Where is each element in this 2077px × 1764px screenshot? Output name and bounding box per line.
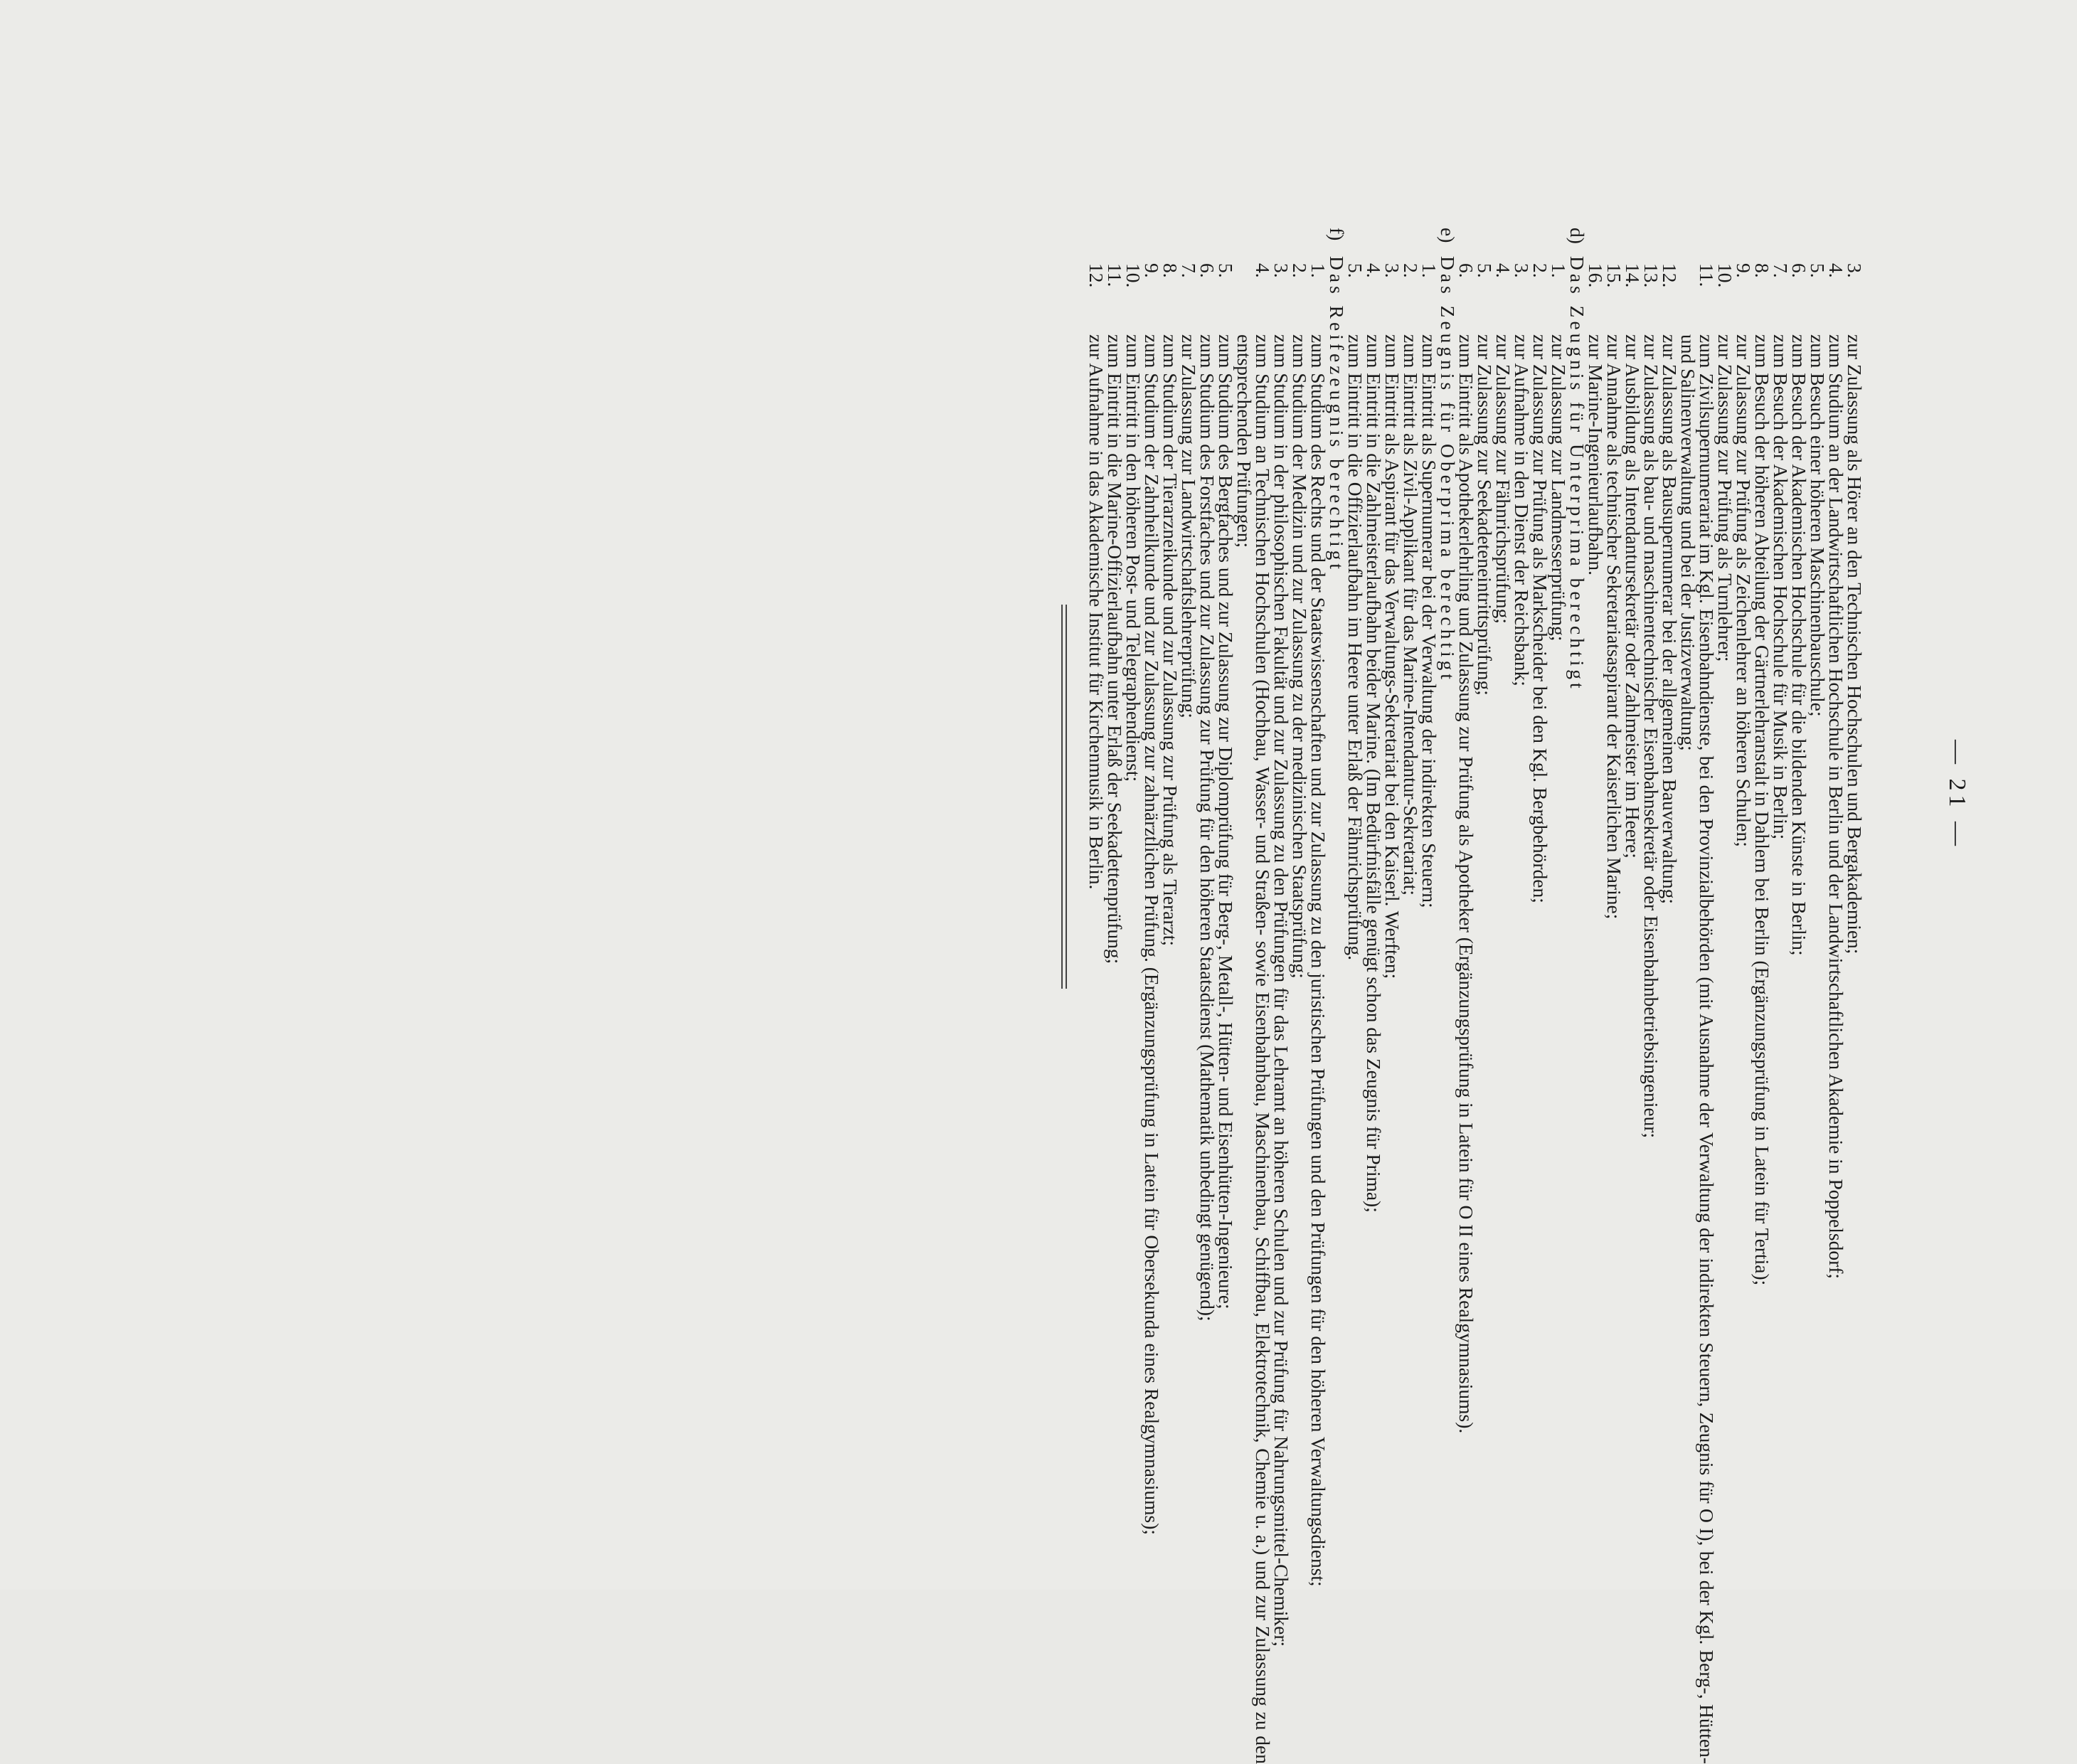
item-text: zum Eintritt in die Zahlmeisterlaufbahn beider Marine. (Im Bedürfnisfälle genügt schon das Zeugnis für Prima); <box>1363 334 1385 1213</box>
item-number: 3. <box>1381 263 1403 278</box>
item-text: zur Zulassung zur Seekadeteneintrittsprüfung; <box>1474 334 1496 696</box>
item-text: zur Zulassung zur Landwirtschaftslehrerprüfung; <box>1178 334 1200 718</box>
item-text: zur Ausbildung als Intendantursekretär oder Zahlmeister im Heere; <box>1622 334 1644 859</box>
item-text: zur Zulassung zur Prüfung als Markscheider bei den Kgl. Bergbehörden; <box>1529 334 1551 903</box>
list-item <box>1124 228 1142 1764</box>
item-text: zum Studium der Tierarzneikunde und zur Zulassung zur Prüfung als Tierarzt; <box>1159 334 1181 947</box>
section-e-list <box>1346 228 1438 1764</box>
list-item <box>1235 228 1272 1764</box>
item-number: 6. <box>1788 263 1810 278</box>
section-f-list <box>1087 228 1327 1764</box>
list-item <box>1475 228 1494 1764</box>
list-item <box>1734 228 1753 1764</box>
list-item <box>1845 228 1864 1764</box>
list-item <box>1586 228 1605 1764</box>
item-number: 12. <box>1659 263 1681 288</box>
item-number: 5. <box>1474 263 1496 278</box>
document-body <box>1087 228 1864 1764</box>
item-text: zur Aufnahme in das Akademische Institut für Kirchenmusik in Berlin. <box>1085 334 1107 890</box>
item-text: zum Besuch einer höheren Maschinenbauschule; <box>1807 334 1829 717</box>
item-text: zum Studium des Bergfaches und zur Zulassung zur Diplomprüfung für Berg-, Metall-, Hütten- und Eisenhütten-Ingenieure; <box>1215 334 1237 1309</box>
item-text: zum Studium der Zahnheilkunde und zur Zulassung zur zahnärztlichen Prüfung. (Ergänzungsprüfung in Latein für Obersekunda eines Realgymnasiums); <box>1141 334 1163 1536</box>
section-letter: f) <box>1326 228 1348 241</box>
item-number: 2. <box>1400 263 1422 278</box>
item-number: 6. <box>1196 263 1218 278</box>
list-item <box>1105 228 1124 1764</box>
item-number: 7. <box>1770 263 1792 278</box>
item-number: 4. <box>1363 263 1385 278</box>
item-text: zum Studium an der Landwirtschaftlichen Hochschule in Berlin und der Landwirtschaftlichen Akademie in Poppelsdorf; <box>1825 334 1847 1280</box>
list-item <box>1753 228 1771 1764</box>
item-number: 2. <box>1289 263 1311 278</box>
list-item <box>1401 228 1420 1764</box>
list-item <box>1272 228 1290 1764</box>
item-number: 6. <box>1455 263 1477 278</box>
item-text: zur Zulassung zur Prüfung als Turnlehrer; <box>1714 334 1736 662</box>
section-letter: d) <box>1566 228 1588 244</box>
item-text: zum Eintritt als Supernumerar bei der Verwaltung der indirekten Steuern; <box>1418 334 1440 908</box>
item-text: zur Zulassung als bau- und maschinentechnischer Eisenbahnsekretär oder Eisenbahnbetriebsingenieur; <box>1640 334 1662 1139</box>
section-heading: Das Zeugnis für Unterprima berechtigt <box>1566 256 1588 692</box>
item-number: 10. <box>1122 263 1144 288</box>
section-d-list <box>1457 228 1568 1764</box>
item-text: zum Eintritt als Zivil-Applikant für das Marine-Intendantur-Sekretariat; <box>1400 334 1422 896</box>
item-text: zum Eintritt als Apothekerlehrling und Zulassung zur Prüfung als Apotheker (Ergänzungsprüfung in Latein für O II eines Realgymnasiums). <box>1455 334 1477 1434</box>
item-number: 10. <box>1714 263 1736 288</box>
item-number: 9. <box>1141 263 1163 278</box>
item-number: 3. <box>1511 263 1533 278</box>
item-text: zum Studium des Forstfaches und zur Zulassung zur Prüfung für den höheren Staatsdienst (Mathematik unbedingt genügend); <box>1196 334 1218 1322</box>
list-item <box>1198 228 1216 1764</box>
item-number: 15. <box>1603 263 1625 288</box>
list-item <box>1531 228 1549 1764</box>
section-f-heading <box>1327 228 1346 1764</box>
item-number: 11. <box>1104 263 1126 287</box>
list-item <box>1420 228 1438 1764</box>
item-number: 1. <box>1418 263 1440 278</box>
list-item <box>1346 228 1364 1764</box>
list-item <box>1216 228 1235 1764</box>
item-number: 2. <box>1529 263 1551 278</box>
item-number: 4. <box>1492 263 1514 278</box>
item-text: zur Marine-Ingenieurlaufbahn. <box>1585 334 1607 576</box>
item-number: 13. <box>1640 263 1662 288</box>
item-number: 3. <box>1844 263 1866 278</box>
item-number: 5. <box>1215 263 1237 278</box>
section-letter: e) <box>1437 228 1459 243</box>
item-number: 3. <box>1270 263 1292 278</box>
list-item <box>1642 228 1660 1764</box>
item-text: zum Studium in der philosophischen Fakultät und zur Zulassung zu den Prüfungen für das Lehramt an höheren Schulen und zur Prüfung für Nahrungsmittel-Chemiker; <box>1270 334 1292 1647</box>
item-text: zur Aufnahme in den Dienst der Reichsbank; <box>1511 334 1533 686</box>
item-text: zur Annahme als technischer Sekretariatsaspirant der Kaiserlichen Marine; <box>1603 334 1625 920</box>
list-item <box>1716 228 1734 1764</box>
list-item <box>1161 228 1179 1764</box>
item-number: 8. <box>1751 263 1773 278</box>
list-item <box>1494 228 1512 1764</box>
list-continued <box>1586 228 1864 1764</box>
list-item <box>1623 228 1642 1764</box>
list-item <box>1679 228 1716 1764</box>
list-item <box>1290 228 1309 1764</box>
item-number: 8. <box>1159 263 1181 278</box>
item-text: zum Eintritt in die Marine-Offizierlaufbahn unter Erlaß der Seekadettenprüfung; <box>1104 334 1126 965</box>
item-text: zum Eintritt in die Offizierlaufbahn im Heere unter Erlaß der Fähnrichsprüfung. <box>1344 334 1366 960</box>
item-number: 5. <box>1807 263 1829 278</box>
list-item <box>1512 228 1531 1764</box>
list-item <box>1457 228 1475 1764</box>
section-heading: Das Reifezeugnis berechtigt <box>1326 256 1348 573</box>
item-text: zum Besuch der Akademischen Hochschule für die bildenden Künste in Berlin; <box>1788 334 1810 956</box>
item-number: 1. <box>1307 263 1329 278</box>
list-item <box>1309 228 1327 1764</box>
list-item <box>1383 228 1401 1764</box>
item-number: 7. <box>1178 263 1200 278</box>
list-item <box>1660 228 1679 1764</box>
list-item <box>1364 228 1383 1764</box>
list-item <box>1808 228 1827 1764</box>
item-text: zur Zulassung als Hörer an den Technischen Hochschulen und Bergakademien; <box>1844 334 1866 955</box>
item-text: zum Besuch der höheren Abteilung der Gärtnerlehranstalt in Dahlem bei Berlin (Ergänzungsprüfung in Latein für Tertia); <box>1751 334 1773 1286</box>
section-e-heading <box>1438 228 1457 1764</box>
double-rule-divider <box>1060 605 1067 989</box>
item-number: 9. <box>1733 263 1755 278</box>
list-item <box>1142 228 1161 1764</box>
item-text: zur Zulassung zur Fähnrichsprüfung; <box>1492 334 1514 625</box>
list-item <box>1179 228 1198 1764</box>
item-number: 4. <box>1825 263 1847 278</box>
list-item <box>1549 228 1568 1764</box>
list-item <box>1827 228 1845 1764</box>
item-text: zum Studium an Technischen Hochschulen (Hochbau, Wasser- und Straßen- sowie Eisenbahnbau, Maschinenbau, Schiffbau, Elektrotechnik, Chemie u. a.) und zur Zulassung zu den entsprechenden Prüfungen; <box>1233 334 1274 1764</box>
item-text: zum Besuch der Akademischen Hochschule für Musik in Berlin; <box>1770 334 1792 840</box>
item-text: zur Zulassung als Bausupernumerar bei der allgemeinen Bauverwaltung; <box>1659 334 1681 905</box>
page-number: — 21 — <box>1944 740 1970 850</box>
list-item <box>1771 228 1790 1764</box>
item-number: 11. <box>1696 263 1718 287</box>
list-item <box>1087 228 1105 1764</box>
item-text: zum Eintritt als Aspirant für das Verwaltungs-Sekretariat bei den Kaiserl. Werften; <box>1381 334 1403 979</box>
item-number: 4. <box>1252 263 1274 278</box>
item-number: 5. <box>1344 263 1366 278</box>
item-number: 14. <box>1622 263 1644 288</box>
item-text: zum Studium des Rechts und der Staatswissenschaften und zur Zulassung zu den juristischen Prüfungen und den Prüfungen für den höheren Verwaltungsdienst; <box>1307 334 1329 1587</box>
item-text: zur Zulassung zur Prüfung als Zeichenlehrer an höheren Schulen; <box>1733 334 1755 847</box>
item-number: 1. <box>1548 263 1570 278</box>
list-item <box>1605 228 1623 1764</box>
item-text: zum Eintritt in den höheren Post- und Telegraphendienst; <box>1122 334 1144 782</box>
item-text: zum Studium der Medizin und zur Zulassung zu der medizinischen Staatsprüfung; <box>1289 334 1311 979</box>
item-text: zur Zulassung zur Landmesserprüfung; <box>1548 334 1570 642</box>
section-heading: Das Zeugnis für Oberprima berechtigt <box>1437 256 1459 683</box>
section-d-heading <box>1568 228 1586 1764</box>
item-number: 12. <box>1085 263 1107 288</box>
list-item <box>1790 228 1808 1764</box>
item-number: 16. <box>1585 263 1607 288</box>
item-text: zum Zivilsupernumerariat im Kgl. Eisenbahndienste, bei den Provinzialbehörden (mit Ausnahme der Verwaltung der indirekten Steuern, Zeugnis für O I), bei der Kgl. Berg-, Hütten- und Salinenverwaltung und bei der Justizverwaltung; <box>1677 334 1718 1764</box>
